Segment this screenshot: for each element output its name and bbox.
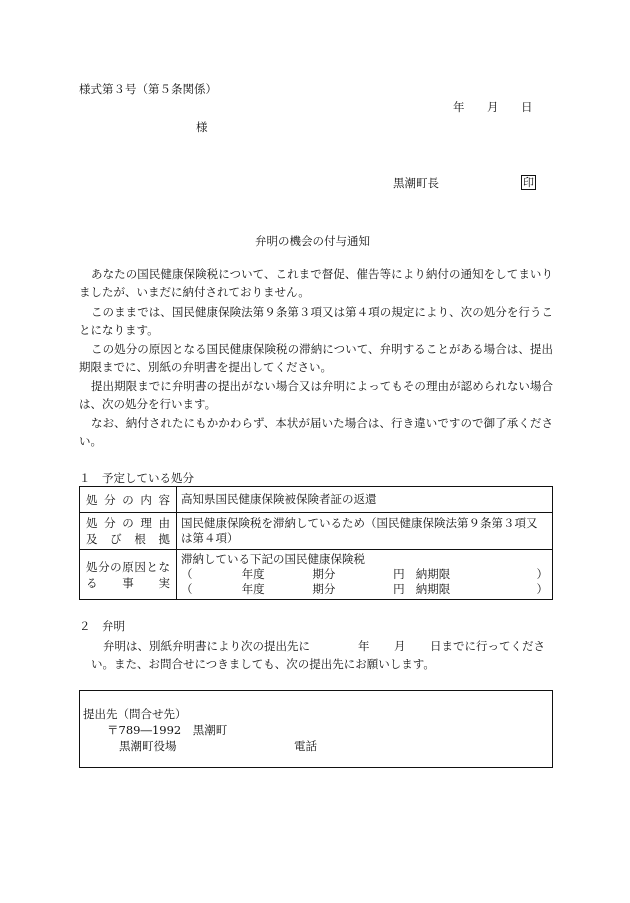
- contact-label: 提出先（問合せ先）: [83, 707, 187, 721]
- row-label: [80, 513, 177, 550]
- disposition-table: [79, 486, 553, 600]
- phone-label: 電話: [294, 739, 317, 753]
- open-paren: （: [181, 567, 193, 581]
- close-paren: ）: [536, 567, 548, 581]
- row-label-line: 処分の理由: [86, 516, 170, 530]
- row-label-line: 及び根拠: [86, 532, 170, 546]
- seal-mark: [521, 174, 536, 190]
- row-value: [177, 550, 553, 600]
- explanation-line-2: い。また、お問合せにつきましても、次の提出先にお願いします。: [91, 657, 435, 671]
- section1-heading: １ 予定している処分: [79, 471, 194, 485]
- arrears-intro: 滞納している下記の国民健康保険税: [181, 552, 365, 566]
- explanation-line-1: 弁明は、別紙弁明書により次の提出先に: [103, 639, 310, 653]
- table-row: [80, 550, 553, 600]
- body-paragraph-1: あなたの国民健康保険税について、これまで督促、催告等により納付の通知をしてまいりましたが、いまだに納付されておりません。: [79, 267, 553, 300]
- row-label: [80, 550, 177, 600]
- recipient-suffix: 様: [196, 120, 208, 134]
- table-row: [80, 513, 553, 550]
- table-row: [80, 487, 553, 513]
- row-label-line: る事実: [86, 575, 170, 590]
- document-title: 弁明の機会の付与通知: [255, 234, 370, 248]
- body-paragraph-4: 提出期限までに弁明書の提出がない場合又は弁明によってもその理由が認められない場合は、次の処分を行います。: [79, 379, 553, 412]
- term-label: 期分: [312, 567, 336, 581]
- deadline-year-label: 年: [358, 639, 370, 653]
- row-value: 高知県国民健康保険被保険者証の返還: [177, 487, 553, 513]
- body-paragraph-5: なお、納付されたにもかかわらず、本状が届いた場合は、行き違いですので御了承ください。: [79, 416, 553, 449]
- yen-label: 円: [393, 582, 405, 596]
- fiscal-year-label: 年度: [241, 582, 265, 596]
- date-day-label: 日: [521, 100, 533, 114]
- deadline-month-label: 月: [394, 639, 406, 653]
- date-year-label: 年: [453, 100, 465, 114]
- arrears-period-line: [181, 567, 548, 582]
- seal-text: 印: [523, 176, 534, 189]
- term-label: 期分: [312, 582, 336, 596]
- deadline-label: 納期限: [415, 582, 451, 596]
- arrears-period-line: [181, 582, 548, 597]
- postal-address: 〒789―1992 黒潮町: [107, 723, 228, 737]
- date-month-label: 月: [487, 100, 499, 114]
- yen-label: 円: [393, 567, 405, 581]
- form-number: 様式第３号（第５条関係）: [79, 82, 217, 96]
- fiscal-year-label: 年度: [241, 567, 265, 581]
- row-label: 処分の内容: [80, 487, 177, 513]
- sender-name: 黒潮町長: [393, 176, 439, 190]
- body-paragraph-2: このままでは、国民健康保険法第９条第３項又は第４項の規定により、次の処分を行うことになります。: [79, 305, 553, 338]
- office-name: 黒潮町役場: [119, 739, 177, 753]
- open-paren: （: [181, 582, 193, 596]
- deadline-label: 納期限: [415, 567, 451, 581]
- explanation-line-1-end: 日までに行ってくださ: [430, 639, 545, 653]
- row-label-line: 処分の原因とな: [86, 559, 170, 574]
- body-paragraph-3: この処分の原因となる国民健康保険税の滞納について、弁明することがある場合は、提出期限までに、別紙の弁明書を提出してください。: [79, 342, 553, 375]
- section2-heading: ２ 弁明: [79, 619, 125, 633]
- close-paren: ）: [536, 582, 548, 596]
- row-value: 国民健康保険税を滞納しているため（国民健康保険法第９条第３項又は第４項）: [177, 513, 553, 550]
